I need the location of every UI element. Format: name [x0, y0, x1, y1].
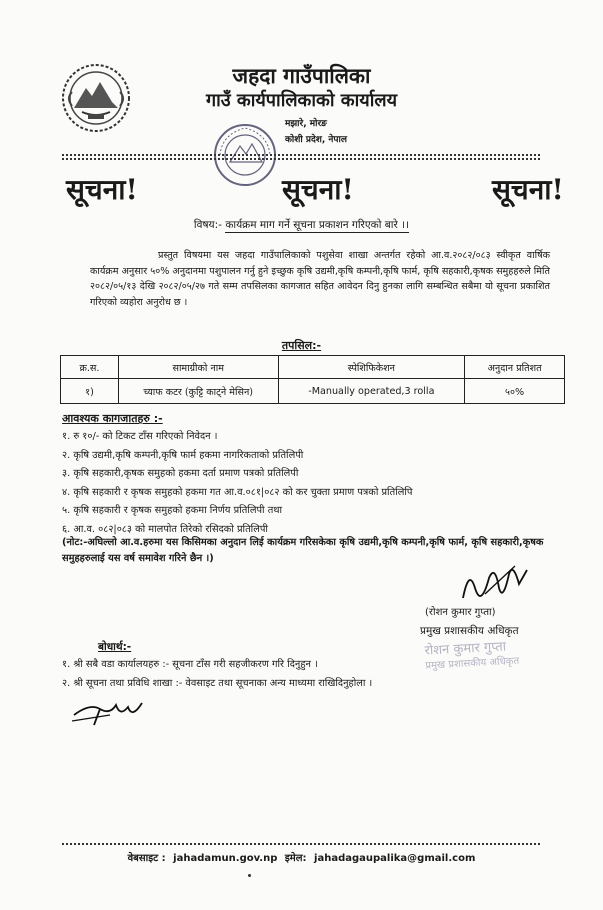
note-text: (नोट:-अघिल्लो आ.व.हरुमा यस किसिमका अनुदान लिई कार्यक्रम गरिसकेका कृषि उद्यमी,कृषि कम्पनी,कृषि फार्म, कृषि सहकारी,कृषक समुहहरुलाई यस वर्ष समावेश गरिने छैन ।)	[62, 537, 544, 564]
body-paragraph: प्रस्तुत विषयमा यस जहदा गाउँपालिकाको पशुसेवा शाखा अन्तर्गत रहेको आ.व.२०८२/०८३ स्वीकृत वार्षिक कार्यक्रम अनुसार ५०% अनुदानमा पशुपालन गर्नु हुने इच्छुक कृषि उद्यमी,कृषि कम्पनी,कृषि फार्म, कृषि सहकारी,कृषक समुहहरुले मिति २०८२/०५/१३ देखि २०८२/०५/२७ गते सम्म तपसिलका कागजात सहित आवेदन दिनु हुनका लागि सम्बन्धित सबैमा यो सूचना प्रकाशित गरिएको व्यहोरा अनुरोध छ ।	[90, 250, 550, 308]
list-item: ३. कृषि सहकारी,कृषक समुहको हकमा दर्ता प्रमाण पत्रको प्रतिलिपी	[62, 468, 299, 479]
list-item: २. कृषि उद्यमी,कृषि कम्पनी,कृषि फार्म हकमा नागरिकताको प्रतिलिपी	[62, 449, 304, 461]
website-link[interactable]: jahadamun.gov.np	[173, 853, 278, 864]
office-title: गाउँ कार्यपालिकाको कार्यालय	[205, 90, 398, 111]
signer-title: प्रमुख प्रशासकीय अधिकृत	[420, 625, 519, 637]
notice-heading-center: सूचना!	[282, 173, 354, 206]
notice-heading-left: सूचना!	[66, 173, 138, 206]
table-header-spec: स्पेशिफिकेशन	[278, 356, 465, 379]
header-divider	[62, 154, 540, 156]
municipality-title: जहदा गाउँपालिका	[232, 64, 371, 88]
subject-text: कार्यक्रम माग गर्ने सूचना प्रकाशन गरिएको बारे ।।	[225, 219, 410, 231]
list-item: १. रु १०/- को टिकट टाँस गरिएको निवेदन ।	[62, 431, 218, 442]
list-item: ५. कृषि सहकारी र कृषक समुहको हकमा निर्णय प्रतिलिपी तथा	[62, 505, 283, 516]
table-cell-sn: १)	[61, 379, 119, 404]
documents-list	[62, 428, 562, 539]
email-label: इमेल:	[284, 853, 307, 864]
signer-name: (रोशन कुमार गुप्ता)	[425, 607, 496, 618]
header-divider	[62, 158, 540, 160]
address-line-2: कोशी प्रदेश, नेपाल	[285, 135, 347, 145]
table-header-name: सामाग्रीको नाम	[118, 356, 278, 379]
table-cell-spec: -Manually operated,3 rolla	[278, 379, 465, 404]
list-item: ६. आ.व. ०८२|०८३ को मालपोत तिरेको रसिदको प्रतिलिपी	[62, 523, 268, 535]
table-header-sn: क्र.स.	[61, 356, 119, 379]
items-table	[60, 355, 565, 404]
details-title: तपसिल:-	[281, 339, 322, 352]
initials-icon	[70, 695, 150, 730]
table-cell-subsidy: ५०%	[465, 379, 565, 404]
footer-contact	[0, 850, 603, 864]
footer-divider	[62, 843, 540, 845]
subject-line	[0, 218, 603, 232]
website-label: वेबसाइट :	[127, 853, 166, 864]
signature-icon	[455, 558, 535, 608]
list-item: २. श्री सूचना तथा प्रविधि शाखा :- वेवसाइट तथा सूचनाका अन्य माध्यमा राखिदिनुहोला ।	[62, 677, 373, 689]
page-mark	[248, 874, 251, 877]
address-line-1: मझारे, मोरङ	[285, 119, 327, 129]
table-header-row	[61, 356, 565, 379]
cc-list	[62, 656, 582, 693]
cc-title: बोधार्थ:-	[98, 641, 132, 653]
table-header-subsidy: अनुदान प्रतिशत	[465, 356, 565, 379]
table-row	[61, 379, 565, 404]
signature-stamp: रोशन कुमार गुप्ता प्रमुख प्रशासकीय अधिकृत	[424, 639, 520, 672]
email-link[interactable]: jahadagaupalika@gmail.com	[314, 853, 476, 864]
subject-label: विषय:-	[193, 219, 222, 231]
list-item: ४. कृषि सहकारी र कृषक समुहको हकमा गत आ.व.०८१|०८२ को कर चुक्ता प्रमाण पत्रको प्रतिलिपि	[62, 486, 413, 498]
notice-heading-right: सूचना!	[492, 173, 564, 206]
table-cell-name: च्याफ कटर (कुट्टि काट्ने मेसिन)	[118, 379, 278, 404]
documents-title: आवश्यक कागजातहरु :-	[62, 412, 163, 425]
list-item: १. श्री सबै वडा कार्यालयहरु :- सूचना टाँस गरी सहजीकरण गरि दिनुहुन ।	[62, 659, 318, 670]
